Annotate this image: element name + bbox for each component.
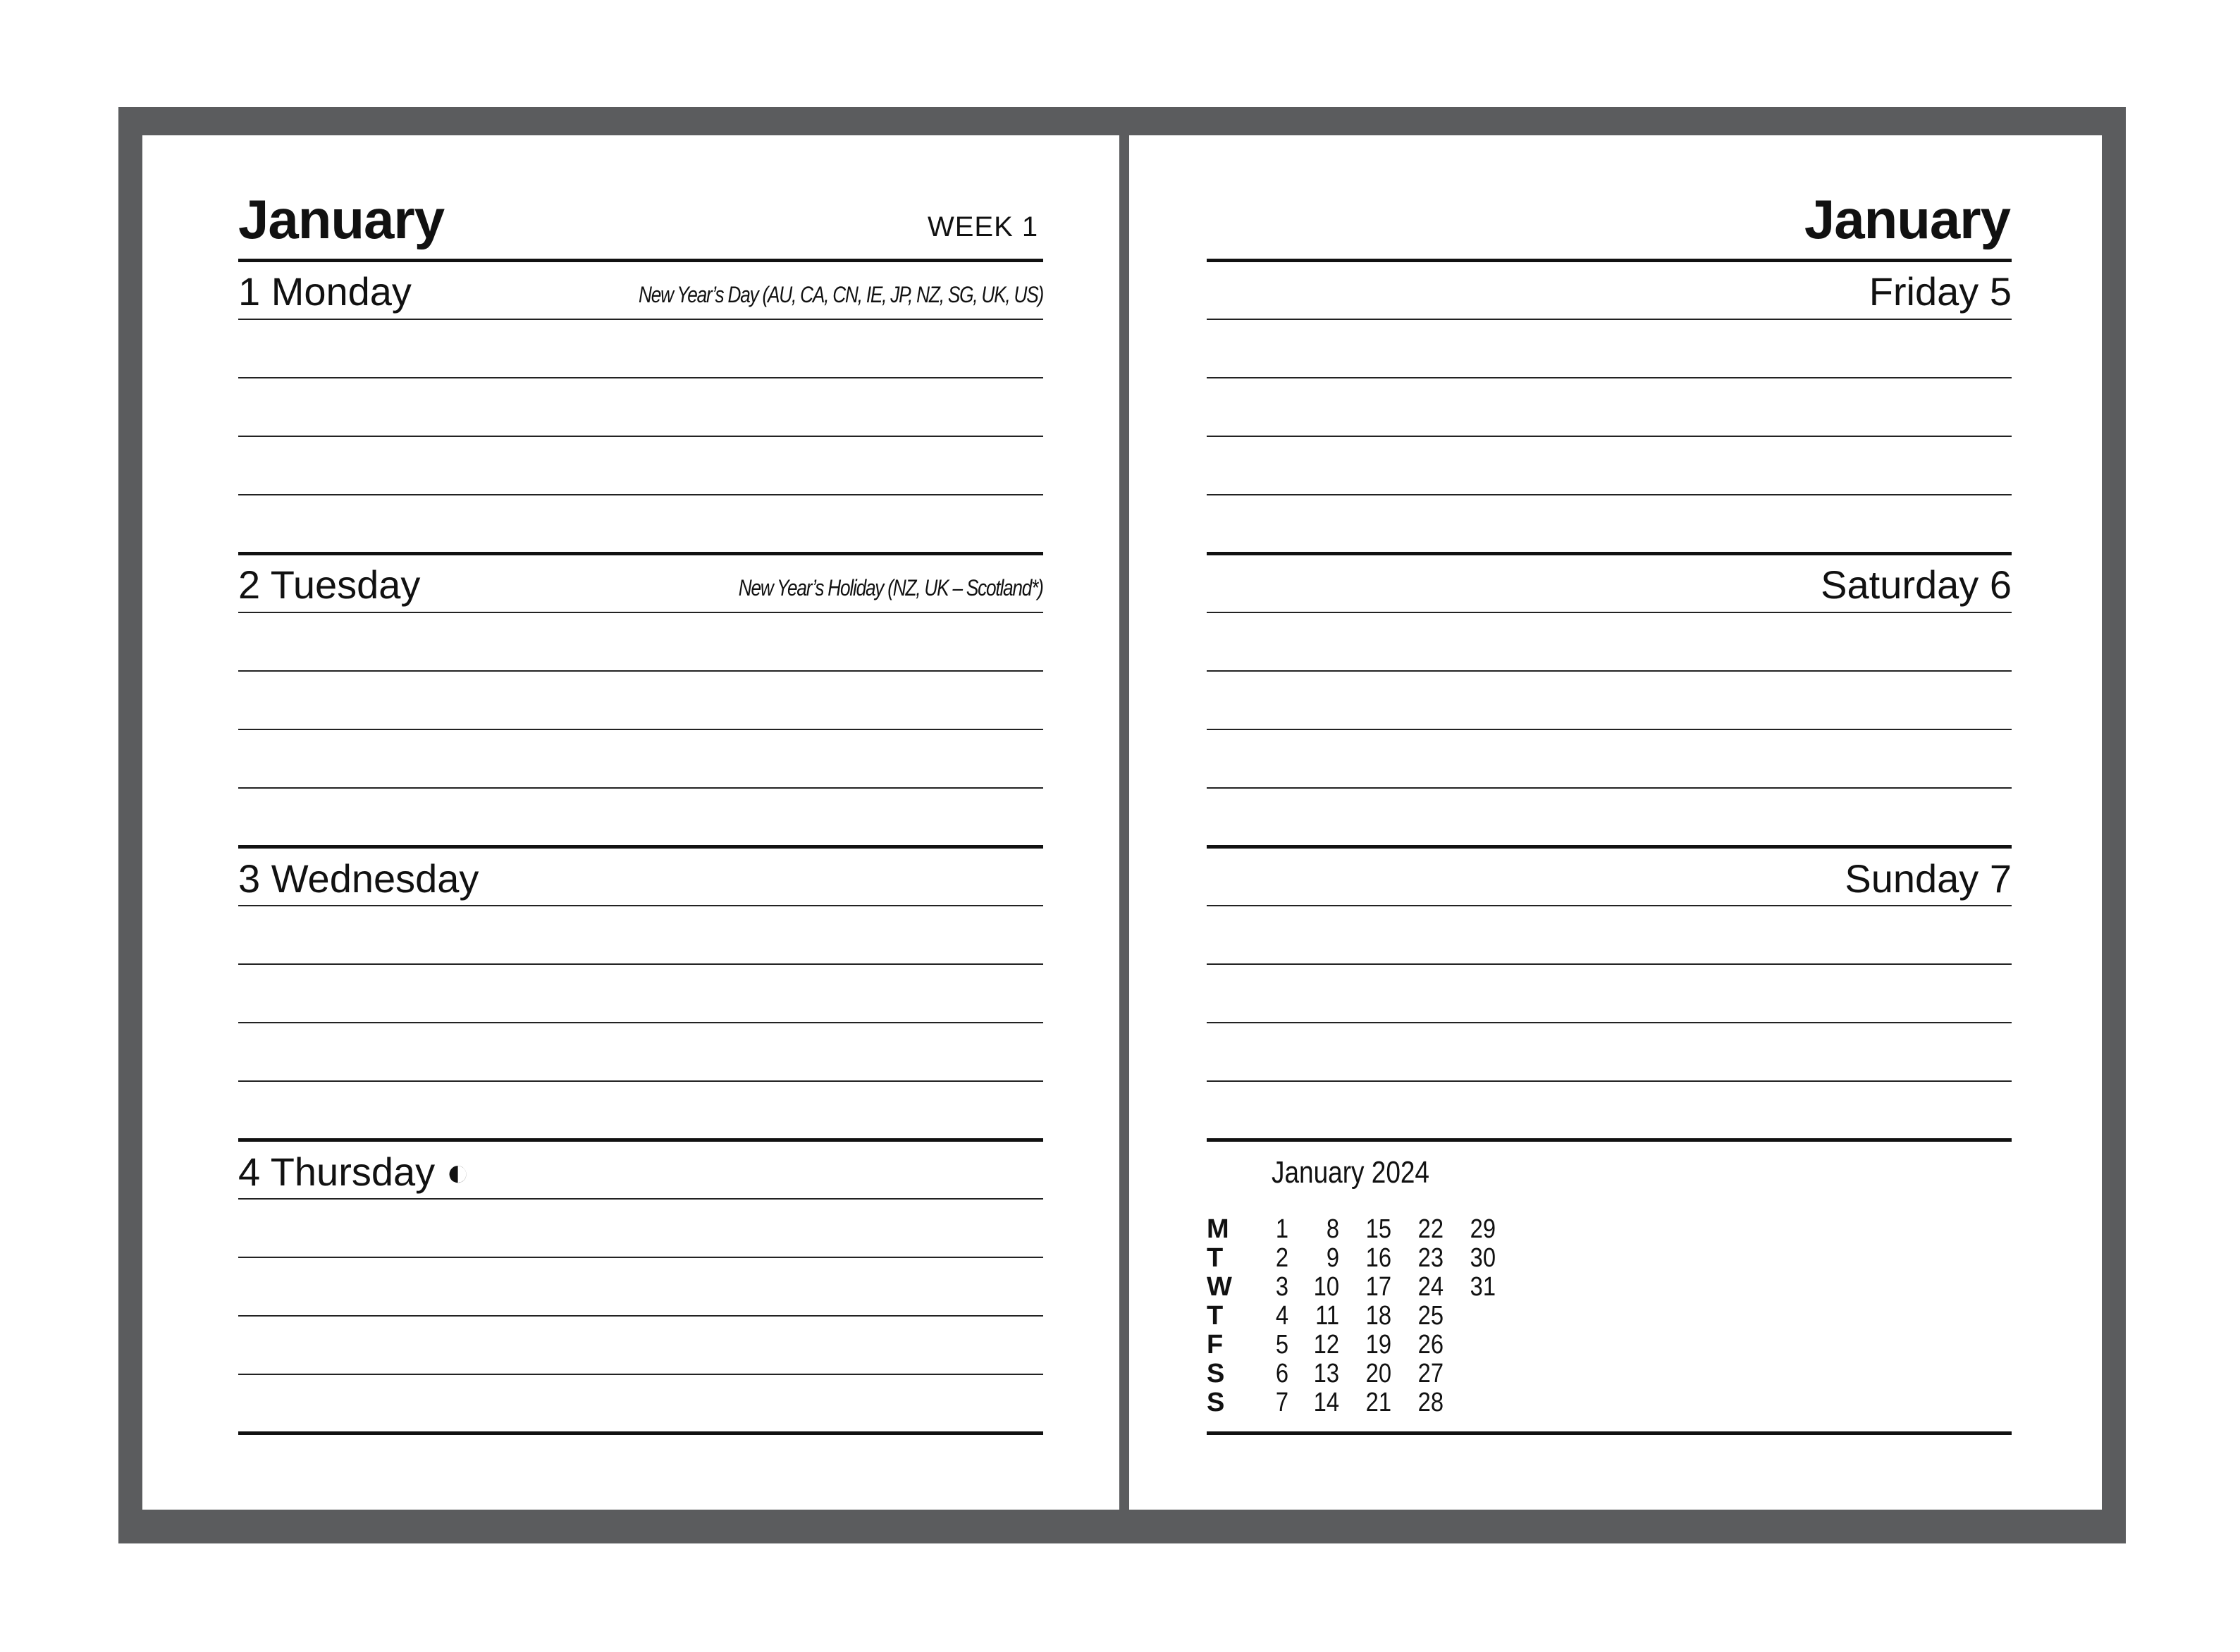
date-cell: 18: [1365, 1301, 1391, 1331]
mini-calendar-title: January 2024: [1272, 1155, 1429, 1190]
section-rule: [238, 1431, 1043, 1435]
date-cell: 9: [1326, 1243, 1339, 1273]
section-rule: [1207, 259, 2012, 262]
date-cell: 1: [1275, 1214, 1288, 1244]
date-cell: 31: [1470, 1272, 1496, 1302]
writing-line: [238, 319, 1043, 320]
date-cell: [1462, 1331, 1496, 1360]
date-cell: 26: [1417, 1330, 1444, 1360]
weekday-letters: [1207, 1214, 1232, 1417]
date-cell: 5: [1275, 1330, 1288, 1360]
writing-line: [238, 1080, 1043, 1082]
date-cell: 30: [1470, 1243, 1496, 1273]
day-label-wednesday: 3 Wednesday: [238, 856, 479, 901]
writing-line: [238, 1374, 1043, 1375]
date-cell: 13: [1313, 1359, 1339, 1388]
writing-line: [1207, 729, 2012, 730]
weekday-letter: T: [1207, 1301, 1224, 1331]
mini-calendar-column: [1300, 1215, 1339, 1417]
date-cell: 4: [1275, 1301, 1288, 1331]
date-cell: 24: [1417, 1272, 1444, 1302]
writing-line: [238, 612, 1043, 613]
writing-line: [1207, 1022, 2012, 1023]
date-cell: 15: [1365, 1214, 1391, 1244]
writing-line: [238, 963, 1043, 965]
writing-line: [1207, 436, 2012, 437]
weekday-letter: S: [1207, 1359, 1225, 1388]
writing-line: [238, 729, 1043, 730]
writing-line: [1207, 494, 2012, 495]
date-cell: 7: [1275, 1388, 1288, 1417]
date-cell: 28: [1417, 1388, 1444, 1417]
date-cell: 27: [1417, 1359, 1444, 1388]
day-label-tuesday: 2 Tuesday: [238, 562, 421, 607]
writing-line: [1207, 670, 2012, 672]
section-rule: [1207, 1138, 2012, 1142]
writing-line: [1207, 377, 2012, 378]
mini-calendar-column: [1404, 1215, 1444, 1417]
date-cell: 12: [1313, 1330, 1339, 1360]
writing-line: [238, 905, 1043, 906]
writing-line: [238, 377, 1043, 378]
weekday-letter: W: [1207, 1272, 1232, 1302]
writing-line: [238, 436, 1043, 437]
date-cell: 19: [1365, 1330, 1391, 1360]
weekday-letter: M: [1207, 1214, 1229, 1244]
mini-calendar: [1207, 1157, 1559, 1425]
day-label-saturday: Saturday 6: [1821, 562, 2012, 607]
writing-line: [1207, 963, 2012, 965]
date-cell: 8: [1326, 1214, 1339, 1244]
left-month-title: January: [238, 188, 445, 250]
week-number: WEEK 1: [928, 211, 1039, 242]
date-cell: 22: [1417, 1214, 1444, 1244]
section-rule: [238, 552, 1043, 555]
writing-line: [238, 1315, 1043, 1317]
writing-line: [238, 1198, 1043, 1200]
date-cell: 6: [1275, 1359, 1288, 1388]
writing-line: [238, 494, 1043, 495]
date-cell: [1462, 1388, 1496, 1417]
weekday-letter: S: [1207, 1388, 1225, 1417]
day-label-monday: 1 Monday: [238, 269, 412, 314]
weekday-letter: T: [1207, 1243, 1224, 1273]
day-label-thursday: 4 Thursday ◐: [238, 1149, 470, 1194]
mini-calendar-column: [1352, 1215, 1391, 1417]
holiday-note-monday: New Year’s Day (AU, CA, CN, IE, JP, NZ, SG, UK, US): [639, 282, 1043, 307]
date-cell: 2: [1275, 1243, 1288, 1273]
date-cell: 23: [1417, 1243, 1444, 1273]
section-rule: [1207, 552, 2012, 555]
section-rule: [238, 1138, 1043, 1142]
date-cell: 11: [1315, 1301, 1339, 1331]
diary-cover: [118, 107, 2126, 1543]
section-rule: [238, 845, 1043, 849]
date-cell: [1462, 1360, 1496, 1388]
mini-calendar-column: [1249, 1215, 1288, 1417]
date-cell: 29: [1470, 1214, 1496, 1244]
date-cell: 3: [1275, 1272, 1288, 1302]
right-month-title: January: [1804, 188, 2010, 250]
writing-line: [1207, 1080, 2012, 1082]
left-page: [142, 135, 1119, 1510]
section-rule: [1207, 1431, 2012, 1435]
writing-line: [238, 1022, 1043, 1023]
day-label-sunday: Sunday 7: [1845, 856, 2012, 901]
mini-calendar-column: [1456, 1215, 1496, 1417]
section-rule: [1207, 845, 2012, 849]
date-cell: [1462, 1302, 1496, 1331]
writing-line: [1207, 319, 2012, 320]
date-cell: 10: [1313, 1272, 1339, 1302]
date-cell: 14: [1313, 1388, 1339, 1417]
weekday-letter: F: [1207, 1330, 1224, 1360]
date-cell: 17: [1365, 1272, 1391, 1302]
writing-line: [238, 670, 1043, 672]
day-label-friday: Friday 5: [1869, 269, 2012, 314]
writing-line: [1207, 787, 2012, 789]
date-cell: 20: [1365, 1359, 1391, 1388]
date-cell: 16: [1365, 1243, 1391, 1273]
writing-line: [1207, 612, 2012, 613]
writing-line: [238, 1257, 1043, 1258]
date-cell: 21: [1365, 1388, 1391, 1417]
right-page: [1129, 135, 2102, 1510]
date-cell: 25: [1417, 1301, 1444, 1331]
writing-line: [1207, 905, 2012, 906]
section-rule: [238, 259, 1043, 262]
writing-line: [238, 787, 1043, 789]
holiday-note-tuesday: New Year’s Holiday (NZ, UK – Scotland*): [739, 575, 1043, 600]
